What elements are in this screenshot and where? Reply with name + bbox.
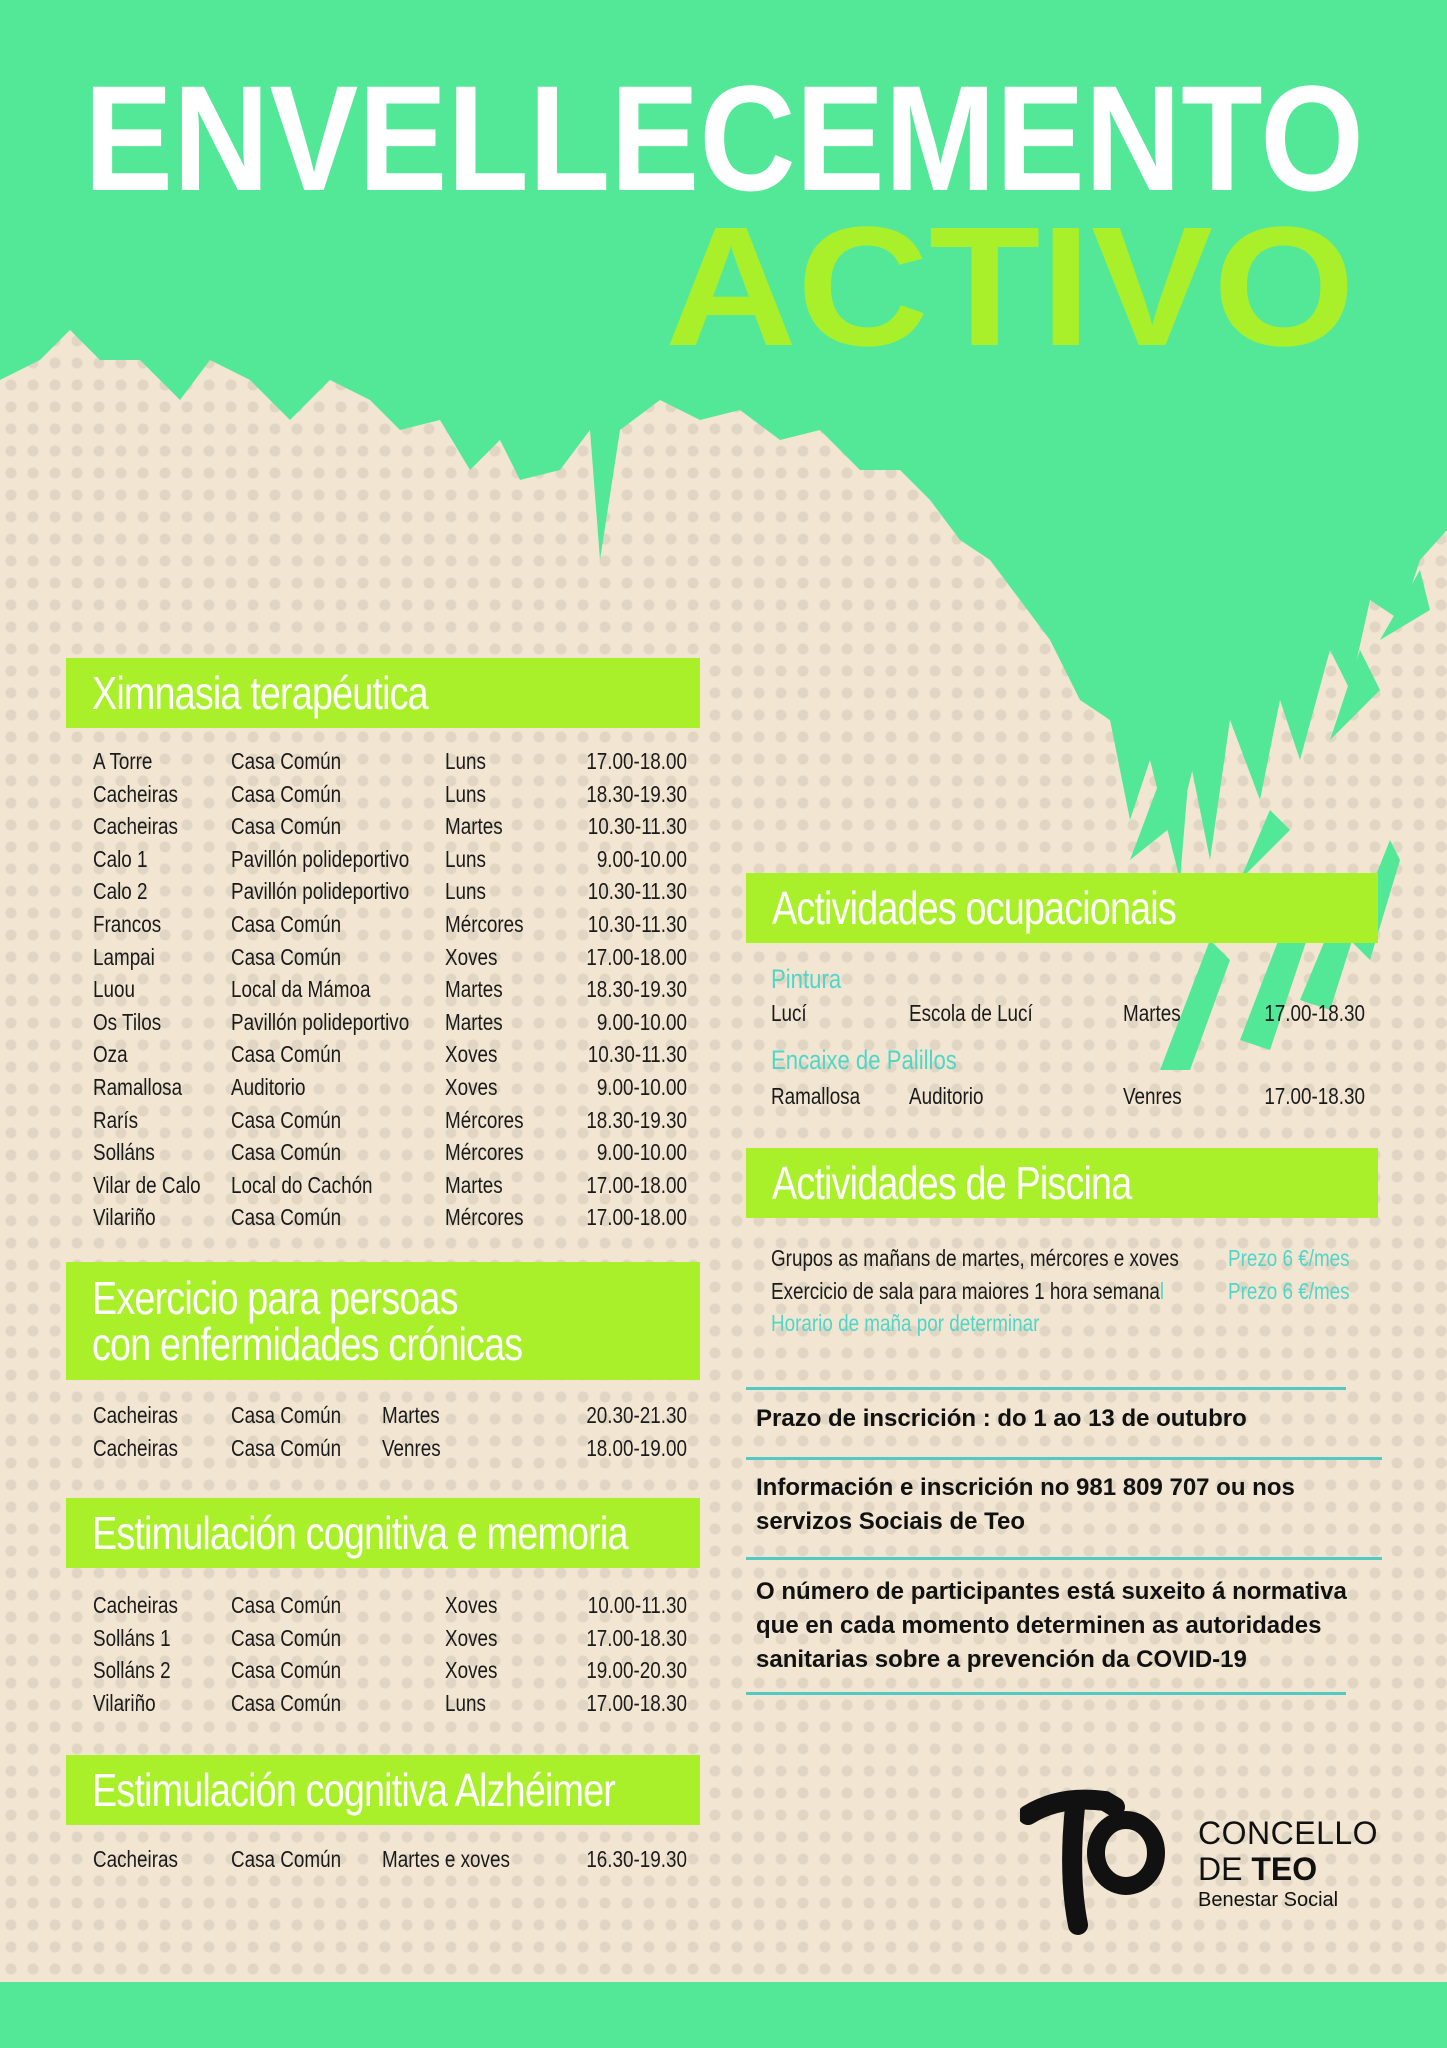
location-cell: Cacheiras bbox=[93, 813, 178, 840]
memoria-heading: Estimulación cognitiva e memoria bbox=[92, 1507, 628, 1559]
venue-cell: Pavillón polideportivo bbox=[231, 1008, 410, 1035]
time-cell: 18.30-19.30 bbox=[586, 976, 687, 1003]
venue-cell: Casa Común bbox=[231, 1657, 342, 1684]
divider bbox=[746, 1387, 1346, 1390]
logo-line3: Benestar Social bbox=[1198, 1889, 1339, 1911]
venue-cell: Casa Común bbox=[231, 1592, 342, 1618]
time-cell: 18.30-19.30 bbox=[586, 1106, 687, 1133]
piscina-heading-bar bbox=[746, 1148, 1378, 1218]
piscina-line2-tail: l bbox=[1159, 1278, 1165, 1304]
location-cell: Cacheiras bbox=[93, 1434, 178, 1461]
location-cell: Vilariño bbox=[93, 1204, 156, 1231]
location-cell: Calo 2 bbox=[93, 878, 148, 905]
contacto-line1: Información e inscrición no 981 809 707 ou nos bbox=[756, 1474, 1295, 1501]
piscina-price2: Prezo 6 €/mes bbox=[1228, 1278, 1350, 1304]
day-cell: Mércores bbox=[445, 1204, 524, 1231]
day-cell: Luns bbox=[445, 1689, 486, 1716]
day-cell: Martes bbox=[445, 1008, 503, 1035]
time-cell: 17.00-18.30 bbox=[1264, 1083, 1365, 1109]
time-cell: 17.00-18.30 bbox=[586, 1689, 687, 1716]
divider bbox=[746, 1457, 1382, 1460]
venue-cell: Auditorio bbox=[231, 1074, 306, 1100]
location-cell: A Torre bbox=[93, 748, 153, 774]
prazo-inscricion: Prazo de inscrición : do 1 ao 13 de outubro bbox=[756, 1405, 1247, 1432]
location-cell: Vilariño bbox=[93, 1689, 156, 1716]
venue-cell: Casa Común bbox=[231, 1624, 342, 1651]
day-cell: Martes bbox=[445, 976, 503, 1003]
location-cell: Solláns 2 bbox=[93, 1657, 171, 1684]
venue-cell: Casa Común bbox=[231, 1041, 342, 1068]
time-cell: 17.00-18.30 bbox=[586, 1624, 687, 1651]
time-cell: 19.00-20.30 bbox=[586, 1657, 687, 1684]
venue-cell: Casa Común bbox=[231, 1402, 342, 1428]
venue-cell: Casa Común bbox=[231, 1204, 342, 1231]
time-cell: 9.00-10.00 bbox=[596, 1074, 687, 1100]
piscina-line2 bbox=[771, 1278, 1164, 1305]
venue-cell: Local da Mámoa bbox=[231, 976, 371, 1003]
ximnasia-heading: Ximnasia terapéutica bbox=[92, 667, 428, 719]
divider bbox=[746, 1692, 1346, 1695]
time-cell: 18.30-19.30 bbox=[586, 780, 687, 807]
time-cell: 10.30-11.30 bbox=[587, 1041, 687, 1068]
day-cell: Martes bbox=[445, 1171, 503, 1198]
exercicio-heading-bar bbox=[66, 1262, 700, 1380]
covid-line2: que en cada momento determinen as autoridades bbox=[756, 1612, 1322, 1639]
contacto-line2: servizos Sociais de Teo bbox=[756, 1508, 1026, 1535]
day-cell: Luns bbox=[445, 878, 486, 905]
venue-cell: Auditorio bbox=[909, 1083, 984, 1109]
time-cell: 17.00-18.00 bbox=[586, 1171, 687, 1198]
day-cell: Xoves bbox=[445, 1041, 498, 1068]
day-cell: Martes bbox=[1123, 1000, 1181, 1026]
time-cell: 17.00-18.00 bbox=[586, 748, 687, 774]
venue-cell: Escola de Lucí bbox=[909, 1000, 1033, 1026]
day-cell: Xoves bbox=[445, 1657, 498, 1684]
covid-line1: O número de participantes está suxeito á normativa bbox=[756, 1578, 1347, 1605]
day-cell: Martes bbox=[445, 813, 503, 840]
venue-cell: Casa Común bbox=[231, 1689, 342, 1716]
day-cell: Luns bbox=[445, 845, 486, 872]
venue-cell: Casa Común bbox=[231, 911, 342, 937]
venue-cell: Pavillón polideportivo bbox=[231, 845, 410, 872]
memoria-heading-bar bbox=[66, 1498, 700, 1568]
location-cell: Calo 1 bbox=[93, 845, 148, 872]
ocupacionais-heading: Actividades ocupacionais bbox=[772, 882, 1176, 934]
encaixe-subheading: Encaixe de Palillos bbox=[771, 1045, 957, 1075]
ximnasia-heading-bar bbox=[66, 658, 700, 728]
location-cell: Rarís bbox=[93, 1106, 139, 1133]
logo-line2-teo: TEO bbox=[1251, 1851, 1318, 1887]
time-cell: 9.00-10.00 bbox=[596, 1139, 687, 1166]
location-cell: Solláns 1 bbox=[93, 1624, 171, 1651]
exercicio-heading-line1: Exercicio para persoas bbox=[92, 1272, 458, 1324]
time-cell: 10.30-11.30 bbox=[587, 813, 687, 840]
exercicio-heading-line2: con enfermidades crónicas bbox=[92, 1318, 523, 1370]
venue-cell: Casa Común bbox=[231, 943, 342, 970]
time-cell: 10.30-11.30 bbox=[587, 911, 687, 937]
venue-cell: Casa Común bbox=[231, 1434, 342, 1461]
piscina-line1 bbox=[771, 1245, 1179, 1272]
time-cell: 9.00-10.00 bbox=[596, 1008, 687, 1035]
piscina-line2-text: Exercicio de sala para maiores 1 hora semana bbox=[771, 1278, 1160, 1304]
location-cell: Cacheiras bbox=[93, 780, 178, 807]
day-cell: Martes bbox=[382, 1402, 440, 1428]
location-cell: Solláns bbox=[93, 1139, 155, 1166]
venue-cell: Casa Común bbox=[231, 1106, 342, 1133]
piscina-heading: Actividades de Piscina bbox=[772, 1157, 1132, 1209]
day-cell: Luns bbox=[445, 780, 486, 807]
alzheimer-heading-bar bbox=[66, 1755, 700, 1825]
location-cell: Cacheiras bbox=[93, 1592, 178, 1618]
venue-cell: Local do Cachón bbox=[231, 1171, 373, 1198]
location-cell: Oza bbox=[93, 1041, 128, 1068]
contacto-info bbox=[756, 1471, 1295, 1539]
day-cell: Venres bbox=[382, 1434, 441, 1461]
ocupacionais-heading-bar bbox=[746, 873, 1378, 943]
location-cell: Os Tilos bbox=[93, 1008, 162, 1035]
time-cell: 18.00-19.00 bbox=[586, 1434, 687, 1461]
day-cell: Xoves bbox=[445, 1074, 498, 1100]
covid-line3: sanitarias sobre a prevención da COVID-19 bbox=[756, 1646, 1247, 1673]
logo-line2 bbox=[1198, 1851, 1378, 1887]
day-cell: Xoves bbox=[445, 1592, 498, 1618]
alzheimer-heading: Estimulación cognitiva Alzhéimer bbox=[92, 1764, 616, 1816]
time-cell: 17.00-18.00 bbox=[586, 943, 687, 970]
covid-info bbox=[756, 1575, 1347, 1677]
location-cell: Lampai bbox=[93, 943, 155, 970]
time-cell: 10.00-11.30 bbox=[587, 1592, 687, 1618]
time-cell: 9.00-10.00 bbox=[596, 845, 687, 872]
location-cell: Lucí bbox=[771, 1000, 807, 1026]
piscina-price1: Prezo 6 €/mes bbox=[1228, 1245, 1350, 1271]
time-cell: 20.30-21.30 bbox=[586, 1402, 687, 1428]
footer-strip bbox=[0, 1982, 1447, 2048]
location-cell: Ramallosa bbox=[771, 1083, 861, 1109]
day-cell: Mércores bbox=[445, 1139, 524, 1166]
venue-cell: Casa Común bbox=[231, 748, 342, 774]
day-cell: Xoves bbox=[445, 943, 498, 970]
piscina-line1-text: Grupos as mañans de martes, mércores e xoves bbox=[771, 1245, 1179, 1271]
location-cell: Francos bbox=[93, 911, 162, 937]
time-cell: 10.30-11.30 bbox=[587, 878, 687, 905]
venue-cell: Casa Común bbox=[231, 1846, 342, 1872]
title-line1: ENVELLECEMENTO bbox=[84, 54, 1364, 222]
logo-line2-de: DE bbox=[1198, 1851, 1252, 1887]
day-cell: Mércores bbox=[445, 1106, 524, 1133]
day-cell: Mércores bbox=[445, 911, 524, 937]
divider bbox=[746, 1557, 1382, 1560]
venue-cell: Casa Común bbox=[231, 813, 342, 840]
day-cell: Luns bbox=[445, 748, 486, 774]
logo-text bbox=[1198, 1815, 1378, 1913]
day-cell: Martes e xoves bbox=[382, 1846, 510, 1872]
venue-cell: Casa Común bbox=[231, 780, 342, 807]
time-cell: 17.00-18.00 bbox=[586, 1204, 687, 1231]
pintura-subheading: Pintura bbox=[771, 964, 842, 994]
location-cell: Vilar de Calo bbox=[93, 1171, 201, 1198]
green-splatter bbox=[1150, 820, 1410, 1080]
time-cell: 16.30-19.30 bbox=[586, 1846, 687, 1872]
location-cell: Luou bbox=[93, 976, 135, 1003]
title-line2: ACTIVO bbox=[665, 192, 1355, 370]
day-cell: Venres bbox=[1123, 1083, 1182, 1109]
time-cell: 17.00-18.30 bbox=[1264, 1000, 1365, 1026]
piscina-note: Horario de maña por determinar bbox=[771, 1310, 1040, 1336]
location-cell: Ramallosa bbox=[93, 1074, 183, 1100]
venue-cell: Pavillón polideportivo bbox=[231, 878, 410, 905]
location-cell: Cacheiras bbox=[93, 1402, 178, 1428]
venue-cell: Casa Común bbox=[231, 1139, 342, 1166]
day-cell: Xoves bbox=[445, 1624, 498, 1651]
logo-line1: CONCELLO bbox=[1198, 1815, 1379, 1851]
location-cell: Cacheiras bbox=[93, 1846, 178, 1872]
concello-teo-logo-icon bbox=[1020, 1785, 1170, 1940]
